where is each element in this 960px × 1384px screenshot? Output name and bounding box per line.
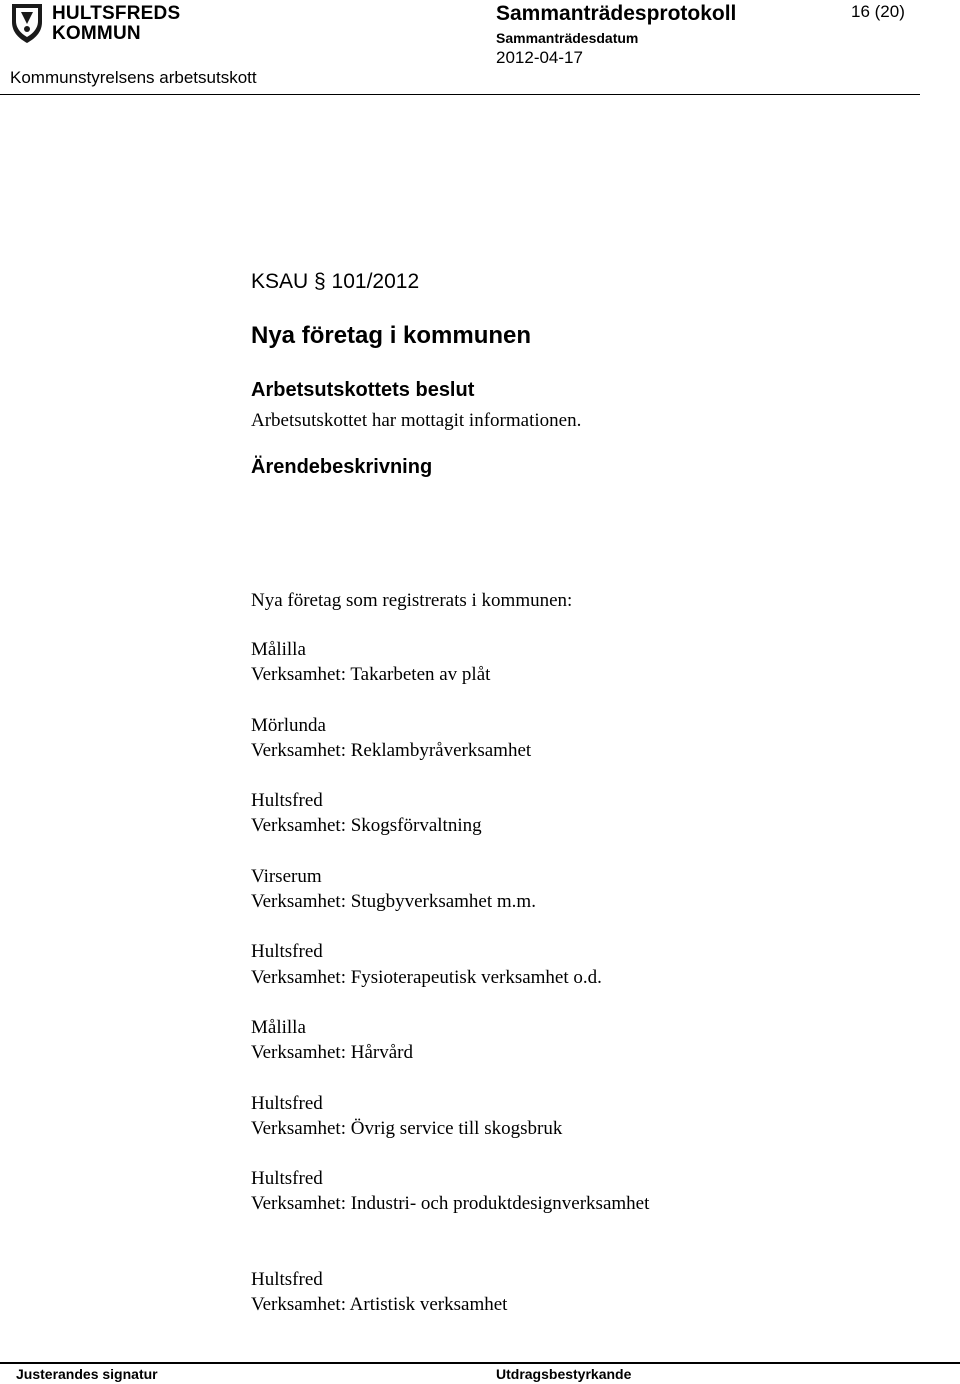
footer-divider xyxy=(0,1362,960,1364)
company-activity: Verksamhet: Skogsförvaltning xyxy=(251,815,482,837)
company-place: Hultsfred xyxy=(251,1092,323,1114)
company-place: Hultsfred xyxy=(251,941,323,963)
decision-text: Arbetsutskottet har mottagit informationen. xyxy=(251,410,582,431)
companies-intro: Nya företag som registrerats i kommunen: xyxy=(251,590,573,611)
company-activity: Verksamhet: Takarbeten av plåt xyxy=(251,664,491,686)
description-heading: Ärendebeskrivning xyxy=(251,456,433,478)
company-place: Målilla xyxy=(251,639,306,660)
company-place: Hultsfred xyxy=(251,790,323,812)
company-activity: Verksamhet: Industri- och produktdesignverksamhet xyxy=(251,1193,650,1215)
decision-heading: Arbetsutskottets beslut xyxy=(251,379,475,401)
document-title: Sammanträdesprotokoll xyxy=(496,2,737,25)
company-activity: Verksamhet: Övrig service till skogsbruk xyxy=(251,1117,563,1139)
municipality-logo xyxy=(10,2,182,46)
organization-name: Kommunstyrelsens arbetsutskott xyxy=(10,68,257,87)
list-item xyxy=(251,1166,649,1242)
list-item xyxy=(251,1015,649,1091)
list-item xyxy=(251,1091,649,1167)
meeting-date-label: Sammanträdesdatum xyxy=(496,30,639,46)
company-place: Hultsfred xyxy=(251,1168,323,1190)
list-item xyxy=(251,788,649,864)
company-place: Målilla xyxy=(251,1016,306,1038)
list-item xyxy=(251,1267,649,1343)
logo-text-line2: KOMMUN xyxy=(52,23,141,44)
company-list xyxy=(251,637,649,1342)
company-activity: Verksamhet: Reklambyråverksamhet xyxy=(251,739,532,761)
case-number: KSAU § 101/2012 xyxy=(251,270,420,293)
list-item xyxy=(251,939,649,1015)
logo-text-line1: HULTSFREDS xyxy=(52,3,181,24)
company-activity: Verksamhet: Artistisk verksamhet xyxy=(251,1294,508,1316)
header-divider xyxy=(0,94,920,95)
meeting-date: 2012-04-17 xyxy=(496,48,583,67)
case-heading: Nya företag i kommunen xyxy=(251,322,532,349)
company-activity: Verksamhet: Hårvård xyxy=(251,1042,413,1064)
company-activity: Verksamhet: Fysioterapeutisk verksamhet o.d. xyxy=(251,966,602,988)
page-number: 16 (20) xyxy=(851,2,905,21)
signature-label: Justerandes signatur xyxy=(16,1366,158,1382)
municipal-crest-icon xyxy=(10,2,44,44)
company-activity: Verksamhet: Stugbyverksamhet m.m. xyxy=(251,891,536,913)
company-place: Hultsfred xyxy=(251,1268,323,1290)
company-place: Mörlunda xyxy=(251,714,326,736)
list-item xyxy=(251,864,649,940)
company-place: Virserum xyxy=(251,865,322,887)
list-item xyxy=(251,637,649,713)
extract-certification-label: Utdragsbestyrkande xyxy=(496,1366,632,1382)
list-item xyxy=(251,713,649,789)
